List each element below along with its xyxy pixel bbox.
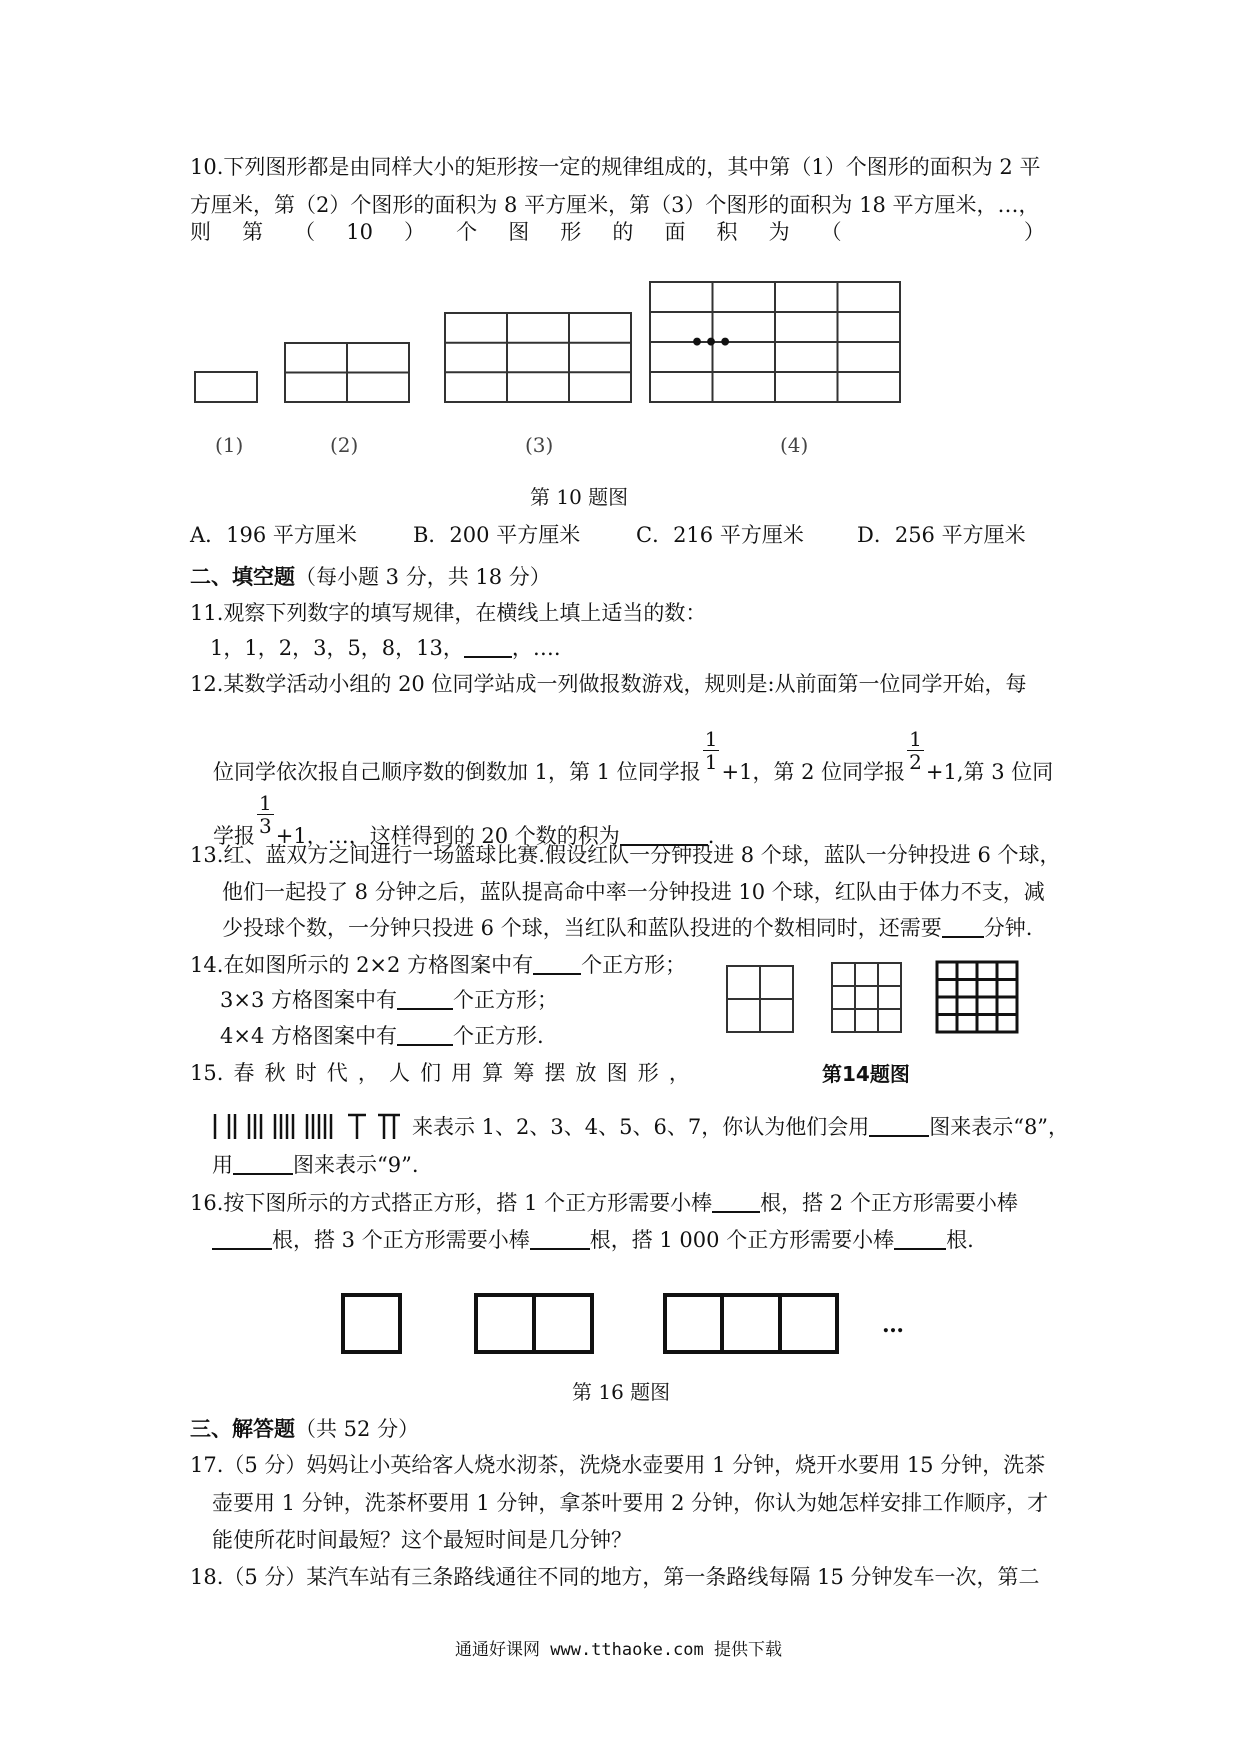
section3-note: （共 52 分）	[295, 1417, 420, 1441]
q10-word: ）	[404, 220, 426, 244]
q11-tail: ，….	[511, 636, 561, 660]
q10-word: （	[294, 220, 316, 244]
q15-text: 用	[212, 1153, 233, 1177]
rod-2	[229, 1114, 235, 1139]
q13-text: 少投球个数，一分钟只投进 6 个球，当红队和蓝队投进的个数相同时，还需要	[222, 916, 942, 940]
q14-text: 3×3 方格图案中有	[220, 988, 397, 1012]
three-squares	[665, 1295, 837, 1352]
q10-ellipsis: •••	[690, 330, 733, 356]
q14-line3	[220, 1021, 544, 1051]
q10-word: 形	[560, 220, 582, 244]
q15-line1: 15. 春 秋 时 代 ， 人 们 用 算 筹 摆 放 图 形 ，	[190, 1061, 690, 1085]
q11-line2	[210, 633, 561, 663]
q12-text: +1，…，这样得到的 20 个数的积为	[275, 824, 620, 848]
q10-line2: 方厘米，第（2）个图形的面积为 8 平方厘米，第（3）个图形的面积为 18 平方厘米，…，	[190, 193, 1040, 217]
fig-label-2: (2)	[330, 433, 359, 457]
q14-line2	[220, 985, 558, 1015]
q12-text: 学报	[213, 824, 255, 848]
rod-6	[348, 1115, 366, 1139]
q16-blank-3[interactable]	[530, 1226, 590, 1250]
q10-option-d: D．256 平方厘米	[857, 523, 1026, 547]
q16-line1	[190, 1188, 1018, 1218]
fig1-rect	[195, 372, 257, 402]
one-square	[343, 1295, 400, 1352]
q14-caption: 第14题图	[822, 1062, 910, 1086]
q12-line1: 12.某数学活动小组的 20 位同学站成一列做报数游戏，规则是:从前面第一位同学开始，每	[190, 672, 1027, 696]
fig-label-3: (3)	[525, 433, 554, 457]
q16-blank-4[interactable]	[894, 1226, 946, 1250]
q10-answer-space	[873, 217, 993, 247]
fig3-grid	[445, 313, 631, 402]
q10-caption: 第 10 题图	[530, 485, 629, 509]
q10-word: ）	[1023, 220, 1045, 244]
fig-label-4: (4)	[780, 433, 809, 457]
q14-line1	[190, 950, 686, 980]
q10-word: 则	[190, 220, 211, 244]
q17-line2: 壶要用 1 分钟，洗茶杯要用 1 分钟，拿茶叶要用 2 分钟，你认为她怎样安排工作顺序，才	[212, 1491, 1049, 1515]
q16-blank-2[interactable]	[212, 1226, 272, 1250]
fraction-1-2: $\frac{1}{2}$	[909, 727, 922, 774]
q12-text: +1,第 3 位同	[925, 760, 1054, 784]
q13-text: 分钟.	[983, 916, 1033, 940]
q16-text: 根，搭 3 个正方形需要小棒	[272, 1228, 530, 1252]
q15-blank-1[interactable]	[869, 1113, 929, 1137]
q14-text: 4×4 方格图案中有	[220, 1024, 397, 1048]
q18-line1: 18.（5 分）某汽车站有三条路线通往不同的地方，第一条路线每隔 15 分钟发车一次，第二	[190, 1565, 1040, 1589]
q10-word: （	[820, 220, 842, 244]
q10-word: 个	[456, 220, 478, 244]
rod-4	[275, 1114, 293, 1139]
q14-text: 个正方形；	[581, 953, 687, 977]
section3-heading	[190, 1414, 419, 1444]
q10-figure	[190, 272, 970, 412]
q16-text: 根，搭 2 个正方形需要小棒	[760, 1191, 1018, 1215]
section3-title: 三、解答题	[190, 1416, 295, 1441]
q10-option-b: B．200 平方厘米	[413, 523, 581, 547]
fraction-1-3: $\frac{1}{3}$	[259, 791, 272, 838]
q12-text: +1，第 2 位同学报	[721, 760, 906, 784]
q14-text: 个正方形.	[453, 1024, 544, 1048]
q11-line1: 11.观察下列数字的填写规律，在横线上填上适当的数：	[190, 601, 707, 625]
section2-title: 二、填空题	[190, 564, 295, 589]
rod-5	[307, 1114, 331, 1139]
q15-text: 图来表示“9”.	[293, 1153, 419, 1177]
q16-ellipsis: …	[882, 1312, 904, 1338]
section2-heading	[190, 562, 551, 592]
q15-line2	[412, 1112, 1069, 1142]
q11-blank[interactable]	[464, 634, 512, 658]
q12-text: 位同学依次报自己顺序数的倒数加 1，第 1 位同学报	[213, 760, 701, 784]
q10-option-c: C．216 平方厘米	[636, 523, 804, 547]
q10-word: 图	[508, 220, 530, 244]
q15-blank-2[interactable]	[233, 1151, 293, 1175]
q16-figure	[340, 1292, 860, 1358]
q11-sequence: 1，1，2，3，5，8，13，	[210, 636, 464, 660]
q17-line1: 17.（5 分）妈妈让小英给客人烧水沏茶，洗烧水壶要用 1 分钟，烧开水要用 15 分钟，洗茶	[190, 1453, 1046, 1477]
q10-line1: 10.下列图形都是由同样大小的矩形按一定的规律组成的，其中第（1）个图形的面积为 2 平	[190, 155, 1041, 179]
q16-caption: 第 16 题图	[572, 1380, 671, 1404]
counting-rods-figure	[212, 1112, 412, 1142]
q13-line3	[222, 913, 1032, 943]
q10-line3	[190, 217, 1045, 247]
rod-3	[249, 1114, 261, 1139]
q14-text: 14.在如图所示的 2×2 方格图案中有	[190, 953, 534, 977]
q10-word: 第	[242, 220, 264, 244]
grid-3x3	[832, 963, 901, 1032]
rod-7	[378, 1115, 400, 1139]
q16-blank-1[interactable]	[712, 1189, 760, 1213]
q14-blank-3[interactable]	[397, 1022, 453, 1046]
q16-text: 根.	[946, 1228, 974, 1252]
q12-line2	[213, 728, 1053, 787]
q10-option-a: A．196 平方厘米	[190, 523, 357, 547]
q16-line2	[212, 1225, 974, 1255]
q14-figure	[725, 960, 1025, 1042]
footer-watermark: 通通好课网 www.tthaoke.com 提供下载	[455, 1640, 782, 1660]
q12-text: .	[707, 824, 715, 848]
q14-text: 个正方形；	[453, 988, 558, 1012]
q10-word: 为	[768, 220, 790, 244]
q10-word: 10	[346, 220, 373, 244]
q15-text: 图来表示“8”，	[929, 1115, 1070, 1139]
q10-word: 面	[664, 220, 686, 244]
q13-line1: 13.红、蓝双方之间进行一场篮球比赛.假设红队一分钟投进 8 个球，蓝队一分钟投进 6 个球，	[190, 843, 1061, 867]
q16-text: 16.按下图所示的方式搭正方形，搭 1 个正方形需要小棒	[190, 1191, 713, 1215]
q15-line3	[212, 1150, 419, 1180]
q14-blank-1[interactable]	[533, 951, 581, 975]
q13-blank[interactable]	[942, 914, 984, 938]
q14-blank-2[interactable]	[397, 986, 453, 1010]
q10-word: 积	[716, 220, 738, 244]
q10-word: 的	[612, 220, 634, 244]
section2-note: （每小题 3 分，共 18 分）	[295, 565, 551, 589]
fig-label-1: (1)	[215, 433, 244, 457]
q15-text: 来表示 1、2、3、4、5、6、7，你认为他们会用	[412, 1115, 870, 1139]
q16-text: 根，搭 1 000 个正方形需要小棒	[589, 1228, 895, 1252]
fraction-1-1: $\frac{1}{1}$	[704, 727, 718, 774]
q13-line2: 他们一起投了 8 分钟之后，蓝队提高命中率一分钟投进 10 个球，红队由于体力不支，减	[222, 880, 1045, 904]
q17-line3: 能使所花时间最短？这个最短时间是几分钟？	[212, 1528, 632, 1552]
